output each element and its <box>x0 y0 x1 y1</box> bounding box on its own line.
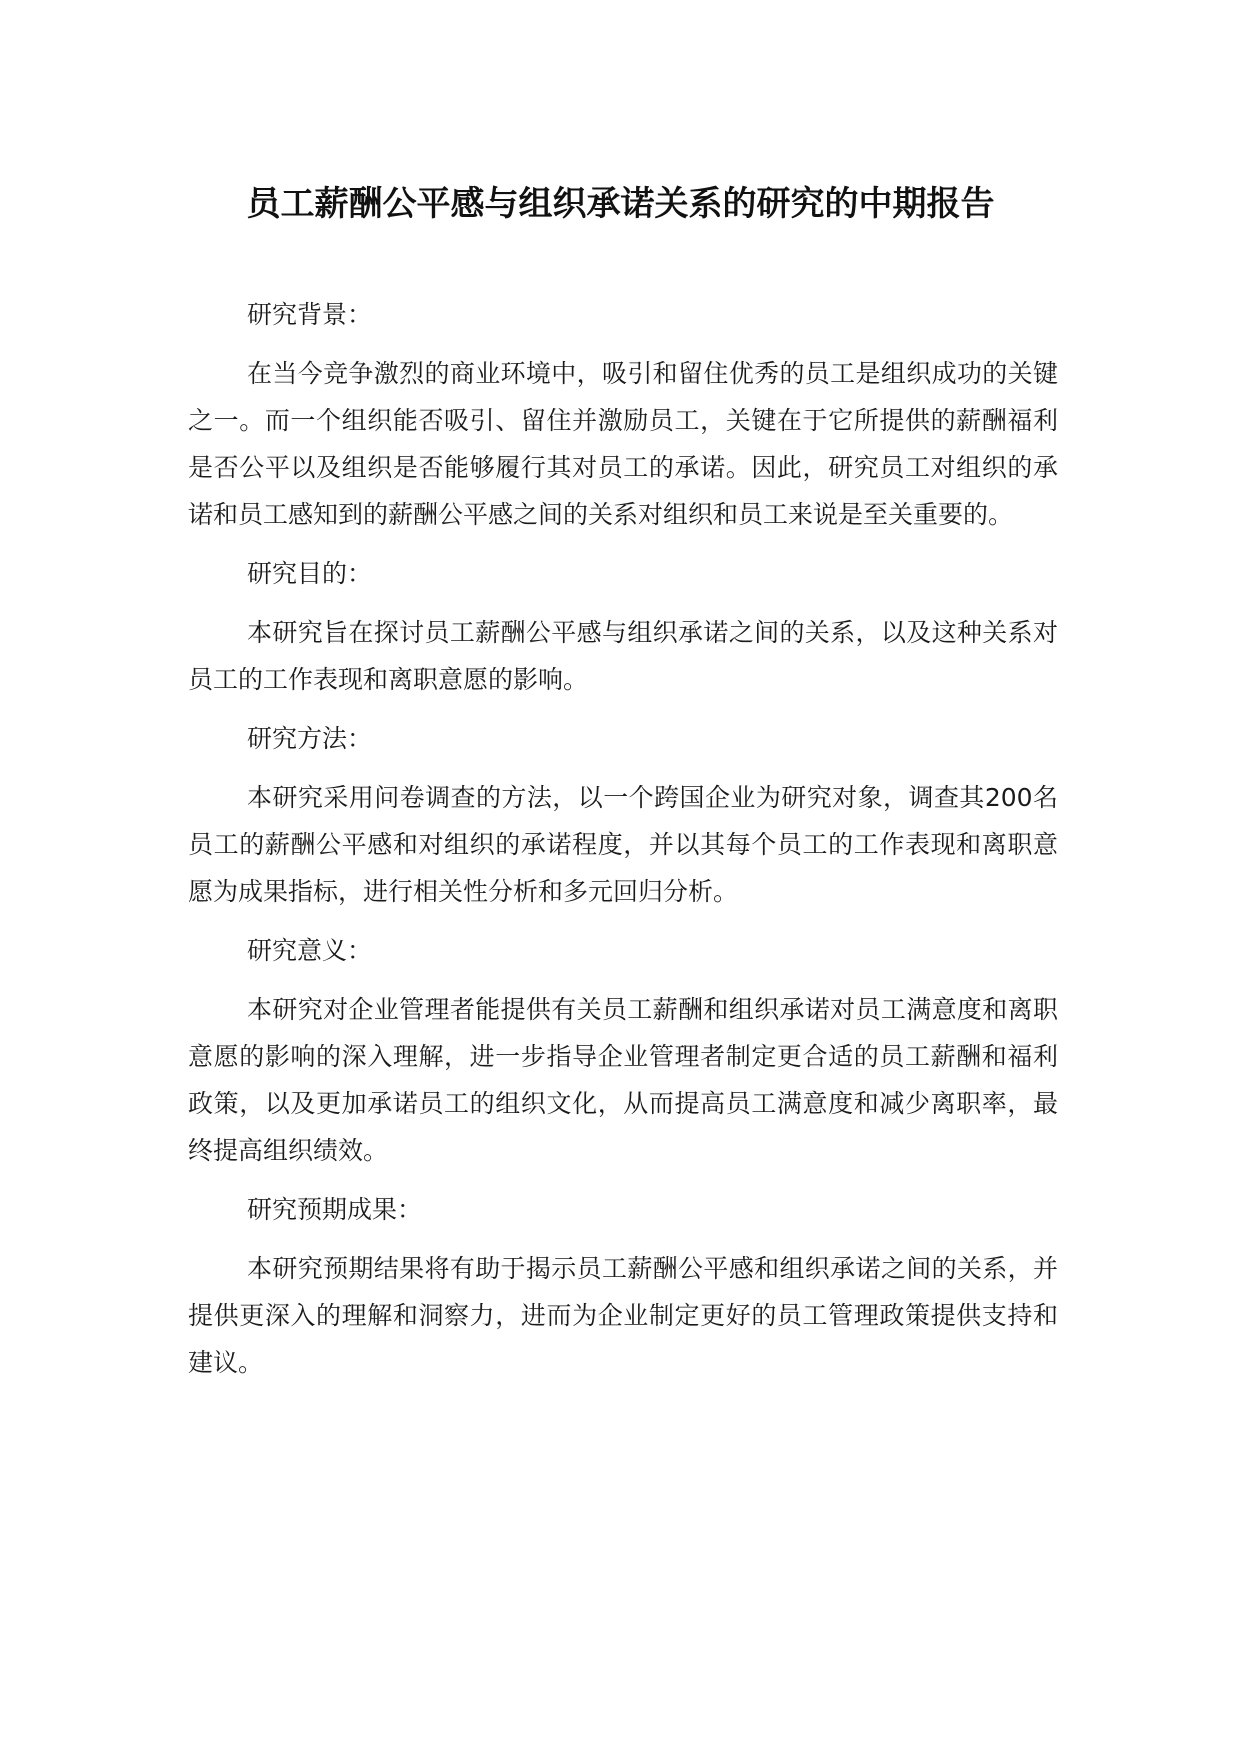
document-title: 员工薪酬公平感与组织承诺关系的研究的中期报告 <box>246 184 995 224</box>
section-heading-method: 研究方法： <box>247 724 373 753</box>
section-paragraph-method: 本研究采用问卷调查的方法，以一个跨国企业为研究对象，调查其200名员工的薪酬公平感和对组织的承诺程度，并以其每个员工的工作表现和离职意愿为成果指标，进行相关性分析和多元回归分析。 <box>188 783 1058 906</box>
section-paragraph-background: 在当今竞争激烈的商业环境中，吸引和留住优秀的员工是组织成功的关键之一。而一个组织能否吸引、留住并激励员工，关键在于它所提供的薪酬福利是否公平以及组织是否能够履行其对员工的承诺。因此，研究员工对组织的承诺和员工感知到的薪酬公平感之间的关系对组织和员工来说是至关重要的。 <box>188 359 1058 529</box>
section-heading-background: 研究背景： <box>247 300 373 329</box>
section-paragraph-expected-results: 本研究预期结果将有助于揭示员工薪酬公平感和组织承诺之间的关系，并提供更深入的理解和洞察力，进而为企业制定更好的员工管理政策提供支持和建议。 <box>188 1254 1058 1377</box>
section-heading-significance: 研究意义： <box>247 936 373 965</box>
section-heading-expected-results: 研究预期成果： <box>247 1195 423 1224</box>
section-paragraph-significance: 本研究对企业管理者能提供有关员工薪酬和组织承诺对员工满意度和离职意愿的影响的深入理解，进一步指导企业管理者制定更合适的员工薪酬和福利政策，以及更加承诺员工的组织文化，从而提高员工满意度和减少离职率，最终提高组织绩效。 <box>188 995 1058 1165</box>
section-heading-purpose: 研究目的： <box>247 559 373 588</box>
document-body <box>188 291 1058 1386</box>
section-paragraph-purpose: 本研究旨在探讨员工薪酬公平感与组织承诺之间的关系，以及这种关系对员工的工作表现和离职意愿的影响。 <box>188 618 1058 694</box>
